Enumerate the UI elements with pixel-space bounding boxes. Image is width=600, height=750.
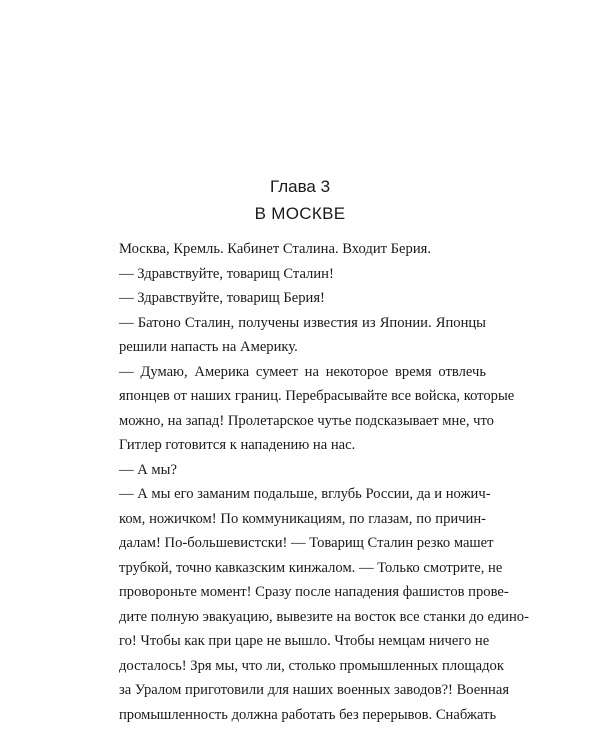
text-line: далам! По-большевистски! — Товарищ Сталин резко машет (119, 535, 494, 551)
text-line: провороньте момент! Сразу после нападения фашистов прове- (119, 584, 509, 600)
chapter-body-text (119, 237, 529, 727)
text-line: за Уралом приготовили для наших военных заводов?! Военная (119, 682, 510, 698)
chapter-number: Глава 3 (269, 177, 331, 196)
text-line: — Думаю, Америка сумеет на некоторое время отвлечь (119, 363, 486, 380)
text-line: — Батоно Сталин, получены известия из Японии. Японцы (119, 314, 486, 331)
text-line: ком, ножичком! По коммуникациям, по глазам, по причин- (119, 510, 486, 527)
text-line: Москва, Кремль. Кабинет Сталина. Входит Берия. (119, 241, 431, 257)
text-line: го! Чтобы как при царе не вышло. Чтобы немцам ничего не (119, 633, 490, 649)
text-line: решили напасть на Америку. (119, 339, 298, 355)
chapter-title: В МОСКВЕ (254, 204, 346, 223)
text-line: дите полную эвакуацию, вывезите на восток все станки до едино- (119, 608, 529, 625)
text-line: — Здравствуйте, товарищ Берия! (119, 290, 325, 306)
text-line: Гитлер готовится к нападению на нас. (119, 437, 356, 453)
text-line: — А мы? (119, 461, 177, 478)
text-line: промышленность должна работать без перерывов. Снабжать (119, 706, 497, 723)
text-line: — Здравствуйте, товарищ Сталин! (119, 265, 334, 282)
text-line: можно, на запад! Пролетарское чутье подсказывает мне, что (119, 412, 494, 429)
text-line: досталось! Зря мы, что ли, столько промышленных площадок (119, 657, 504, 674)
text-line: — А мы его заманим подальше, вглубь России, да и ножич- (119, 486, 491, 502)
text-line: японцев от наших границ. Перебрасывайте все войска, которые (119, 388, 515, 404)
text-line: трубкой, точно кавказским кинжалом. — Только смотрите, не (119, 559, 503, 576)
